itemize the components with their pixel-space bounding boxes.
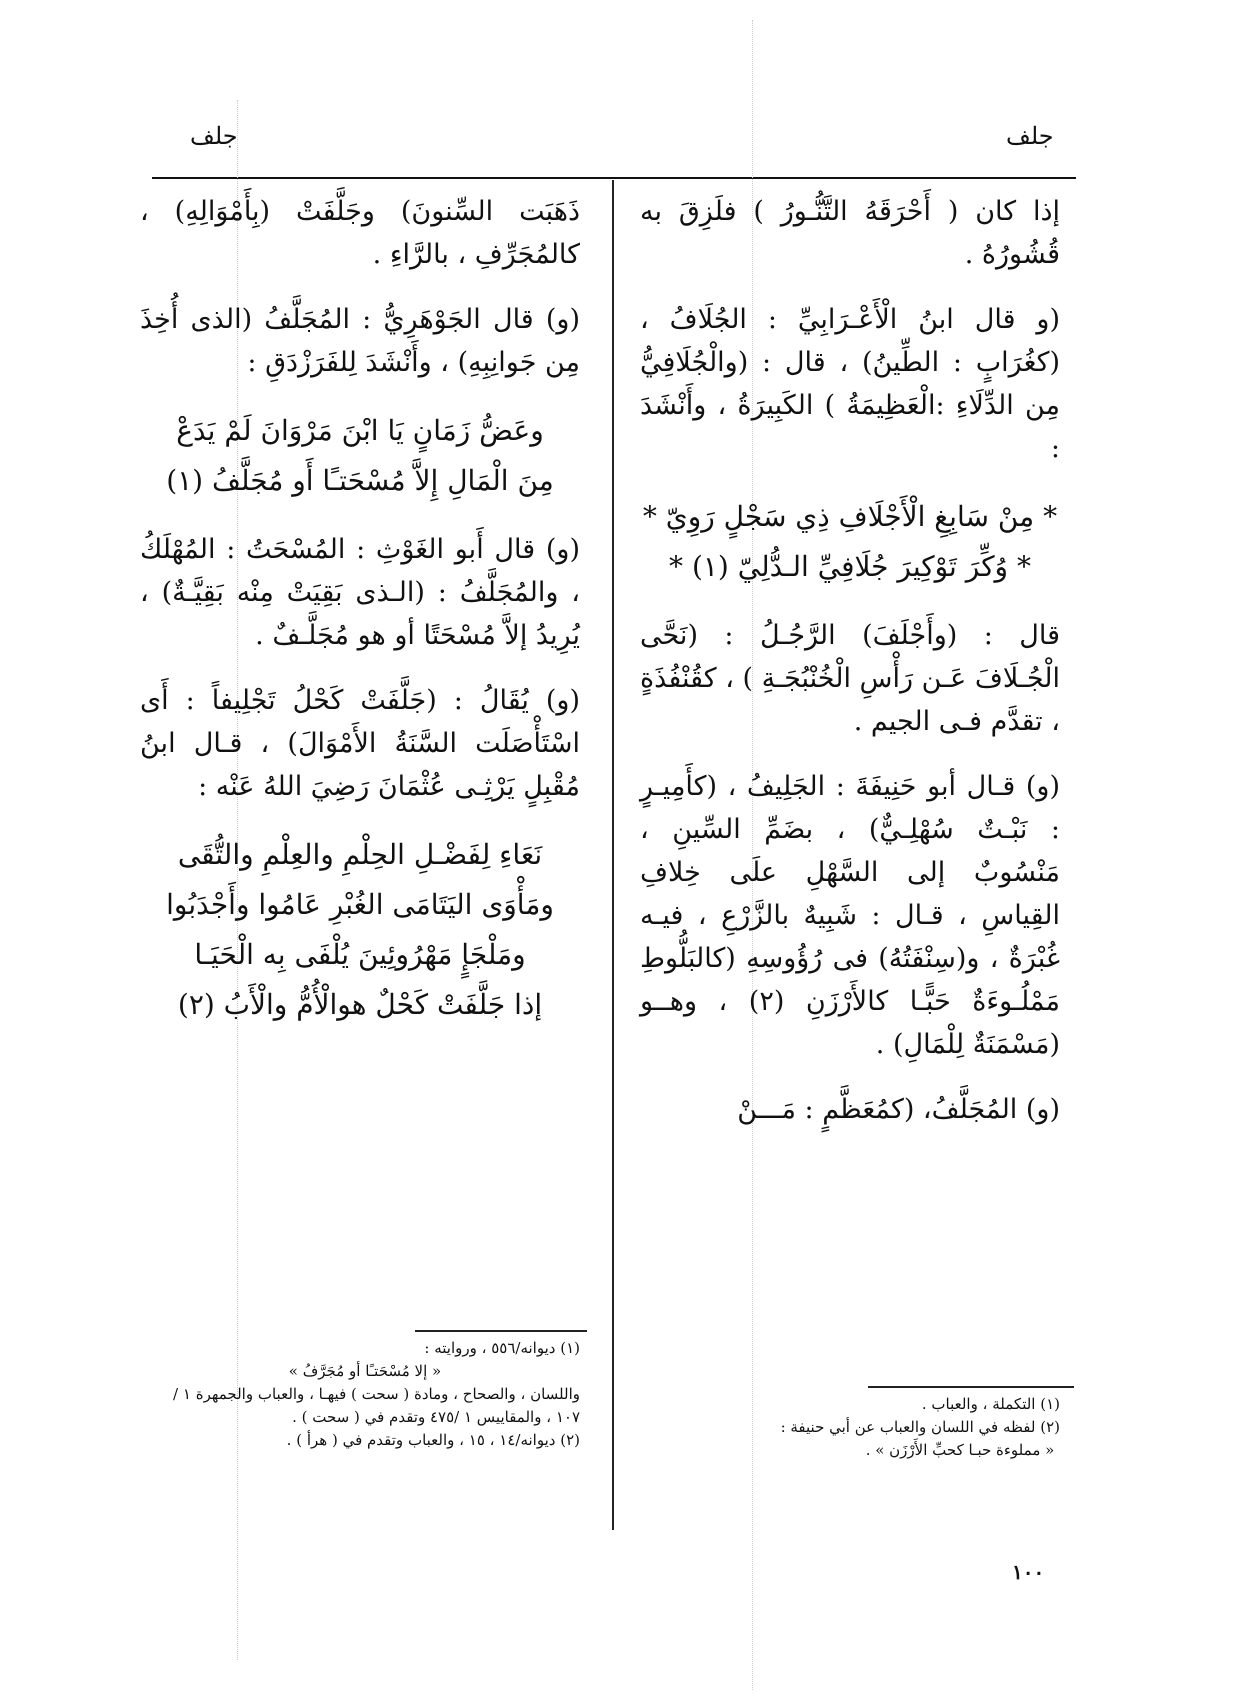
paragraph: (و) المُجَلَّفُ، (كمُعَظَّمٍ : مَـــنْ — [737, 1094, 1060, 1125]
paragraph: (و قال ابنُ الْأَعْـرَابِيِّ : الجُلَافُ ، (كغُرَابٍ : الطِّينُ) ، قال : (والْجُلَافِيُّ مِن الدِّلَاءِ :الْعَظِيمَةُ ) الكَبِيرَةُ ، وأَنْشَدَ : — [640, 304, 1060, 464]
paragraph: (و) قـال أبو حَنِيفَةَ : الجَلِيفُ ، (كأَمِيـرٍ : نَبْـتٌ سُهْلِـيٌّ) ، بضَمِّ السِّينِ ، مَنْسُوبٌ إلى السَّهْلِ علَى خِلافِ القِياسِ ، قـال : شَبِيهٌ بالزَّرْعِ ، فيـه غُبْرَةٌ ، و(سِنْفَتُهُ) فى رُؤُوسِهِ (كالبَلُّوطِ مَمْلُـوءَةٌ حَبًّـا كالأَرْزَنِ (٢) ، وهــو (مَسْمَنَةٌ لِلْمَالِ) . — [640, 771, 1060, 1060]
footnotes-right — [780, 1393, 1060, 1462]
verse-line: * وُكِّرَ تَوْكِيرَ جُلَافِيِّ الـدُّلِيّ (١) * — [669, 550, 1031, 583]
verse — [140, 406, 580, 506]
paragraph: ذَهَبَت السِّنونَ) وجَلَّفَتْ (بِأَمْوَالِهِ) ، كالمُجَرِّفِ ، بالرَّاءِ . — [140, 196, 580, 270]
verse — [140, 830, 580, 1030]
paragraph: (و) يُقَالُ : (جَلَّفَتْ كَحْلُ تَجْلِيفاً : أَى اسْتَأْصَلَت السَّنَةُ الأَمْوَالَ) ، قـال ابنُ مُقْبِلٍ يَرْثِـى عُثْمَانَ رَضِيَ اللهُ عَنْه : — [140, 685, 580, 802]
footnote: واللسان ، والصحاح ، ومادة ( سحت ) فيهـا ، والعباب والجمهرة ١ /١٠٧ ، والمقاييس ١ /٤٧٥ وتقدم في ( سحت ) . — [173, 1385, 580, 1426]
footnote: (٢) ديوانه/١٤ ، ١٥ ، والعباب وتقدم في ( هرأ ) . — [286, 1431, 580, 1449]
header-left-word: جلف — [190, 122, 238, 150]
footnote: (١) التكملة ، والعباب . — [921, 1395, 1060, 1413]
paragraph: (و) قال أَبو الغَوْثِ : المُسْحَتُ : المُهْلَكُ ، والمُجَلَّفُ : (الـذى بَقِيَتْ مِنْه بَقِيَّـةٌ) ، يُرِيدُ إلاَّ مُسْحَتًا أو هو مُجَلَّـفٌ . — [140, 534, 580, 651]
paragraph: (و) قال الجَوْهَرِيُّ : المُجَلَّفُ (الذى أُخِذَ مِن جَوانِبِهِ) ، وأَنْشَدَ لِلفَرَزْدَقِ : — [140, 304, 580, 378]
verse-line: ومَلْجَإٍ مَهْرُوئِينَ يُلْفَى بِه الْحَيَـا — [194, 938, 526, 971]
verse-line: نَعَاءِ لِفَضْـلِ الحِلْمِ والعِلْمِ والتُّقَى — [177, 838, 543, 871]
column-divider — [612, 180, 614, 1530]
verse-line: إذا جَلَّفَتْ كَحْلٌ هوالْأُمُّ والْأَبُ (٢) — [177, 988, 543, 1021]
paragraph: قال : (وأَجْلَفَ) الرَّجُـلُ : (نَحَّى الْجُـلَافَ عَـن رَأْسِ الْخُنْبُجَـةِ ) ، كقُنْفُذَةٍ ، تقدَّم فـى الجيم . — [640, 620, 1060, 737]
verse-line: ومَأْوَى اليَتَامَى الغُبْرِ عَامُوا وأَجْدَبُوا — [166, 888, 554, 921]
verse — [640, 492, 1060, 592]
footnotes-left — [150, 1337, 580, 1452]
footnote: « إلا مُسْحَتـًا أو مُجَرَّفُ » — [288, 1362, 442, 1380]
footnote: (٢) لفظه في اللسان والعباب عن أبي حنيفة : — [780, 1418, 1060, 1436]
verse-line: وعَضُّ زَمَانٍ يَا ابْنَ مَرْوَانَ لَمْ يَدَعْ — [176, 414, 544, 447]
header-right-word: جلف — [1006, 122, 1054, 150]
header-rule — [152, 177, 1076, 179]
right-column — [640, 190, 1060, 1153]
footnote: « مملوءة حبـا كحبِّ الأَرْزَن » . — [865, 1441, 1055, 1459]
footnote-rule — [415, 1330, 587, 1332]
verse-line: * مِنْ سَابِغِ الْأَجْلَافِ ذِي سَجْلٍ رَوِيّ * — [642, 500, 1058, 533]
left-column — [140, 190, 580, 1052]
footnote: (١) ديوانه/٥٥٦ ، وروايته : — [424, 1339, 580, 1357]
verse-line: مِنَ الْمَالِ إِلاَّ مُسْحَتـًا أَو مُجَلَّفُ (١) — [166, 464, 554, 497]
page-number: ١٠٠ — [1012, 1560, 1045, 1584]
footnote-rule — [868, 1386, 1074, 1388]
paragraph: إذا كان ( أَحْرَقَهُ التَّنُّـورُ ) فلَزِقَ به قُشُورُهُ . — [640, 196, 1060, 270]
